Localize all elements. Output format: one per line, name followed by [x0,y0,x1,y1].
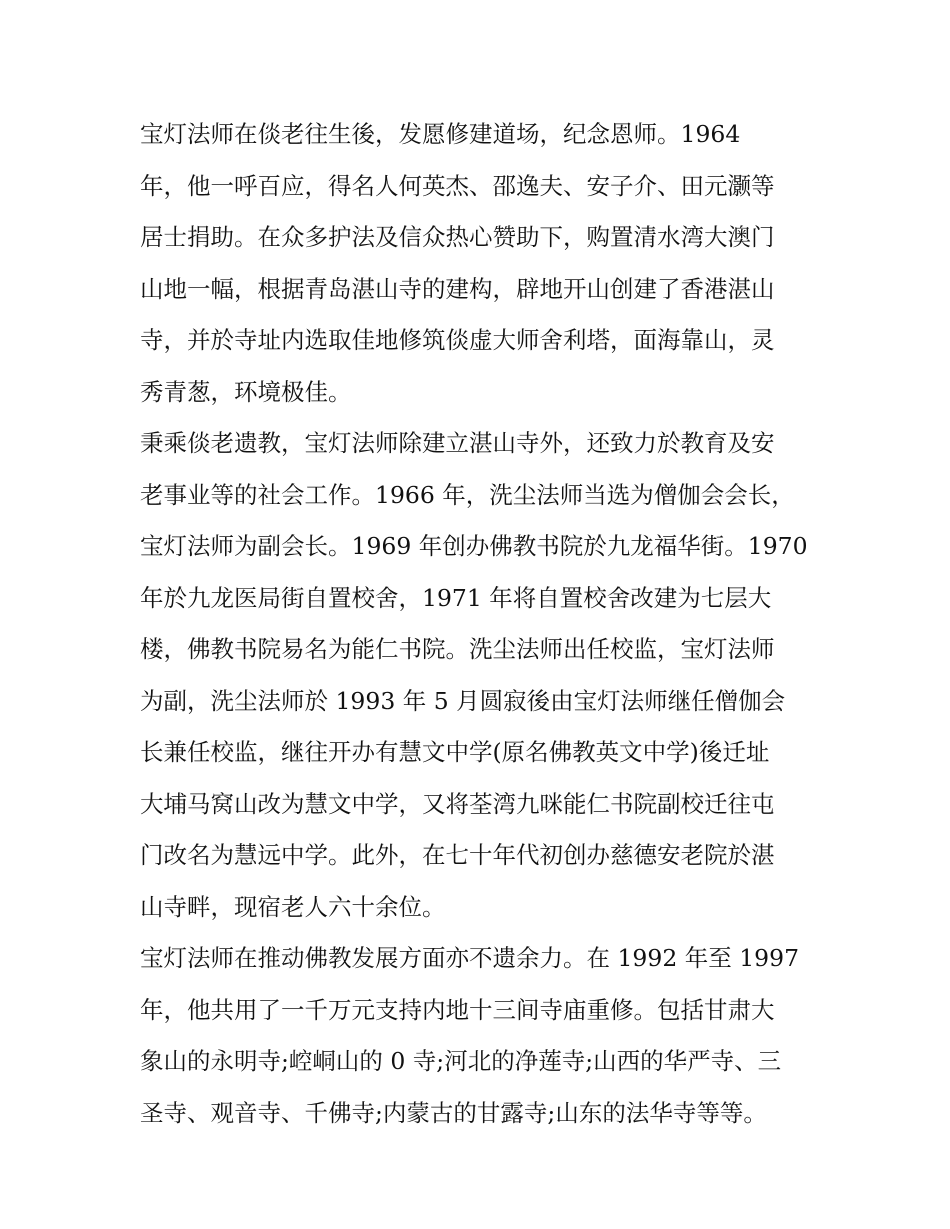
text-line: 老事业等的社会工作。1966 年，洗尘法师当选为僧伽会会长， [140,480,795,509]
text-line: 年，他一呼百应，得名人何英杰、邵逸夫、安子介、田元灏等 [140,171,775,200]
text-line: 年，他共用了一千万元支持内地十三间寺庙重修。包括甘肃大 [140,995,775,1024]
text-line: 楼，佛教书院易名为能仁书院。洗尘法师出任校监，宝灯法师 [140,635,775,663]
text-line: 长兼任校监，继往开办有慧文中学(原名佛教英文中学)後迁址 [140,738,770,766]
text-line: 秀青葱，环境极佳。 [140,377,352,406]
text-line: 年於九龙医局街自置校舍，1971 年将自置校舍改建为七层大 [140,583,772,612]
text-line: 宝灯法师在倓老往生後，发愿修建道场，纪念恩师。1964 [140,120,741,148]
text-line: 山地一幅，根据青岛湛山寺的建构，辟地开山创建了香港湛山 [140,274,775,303]
body-text [140,109,820,1139]
text-line: 门改名为慧远中学。此外，在七十年代初创办慈德安老院於湛 [140,841,775,869]
text-line: 宝灯法师在推动佛教发展方面亦不遗余力。在 1992 年至 1997 [140,944,800,972]
text-line: 居士捐助。在众多护法及信众热心赞助下，购置清水湾大澳门 [140,223,775,251]
text-line: 为副，洗尘法师於 1993 年 5 月圆寂後由宝灯法师继任僧伽会 [140,686,786,715]
text-line: 圣寺、观音寺、千佛寺;内蒙古的甘露寺;山东的法华寺等等。 [140,1098,767,1127]
text-line: 寺，并於寺址内选取佳地修筑倓虚大师舍利塔，面海靠山，灵 [140,326,775,354]
text-line: 秉乘倓老遗教，宝灯法师除建立湛山寺外，还致力於教育及安 [140,429,775,457]
text-line: 象山的永明寺;崆峒山的 0 寺;河北的净莲寺;山西的华严寺、三 [140,1047,782,1075]
text-line: 宝灯法师为副会长。1969 年创办佛教书院於九龙福华街。1970 [140,532,808,560]
text-line: 大埔马窝山改为慧文中学，又将荃湾九咪能仁书院副校迁往屯 [140,789,775,818]
text-line: 山寺畔，现宿老人六十余位。 [140,892,446,921]
